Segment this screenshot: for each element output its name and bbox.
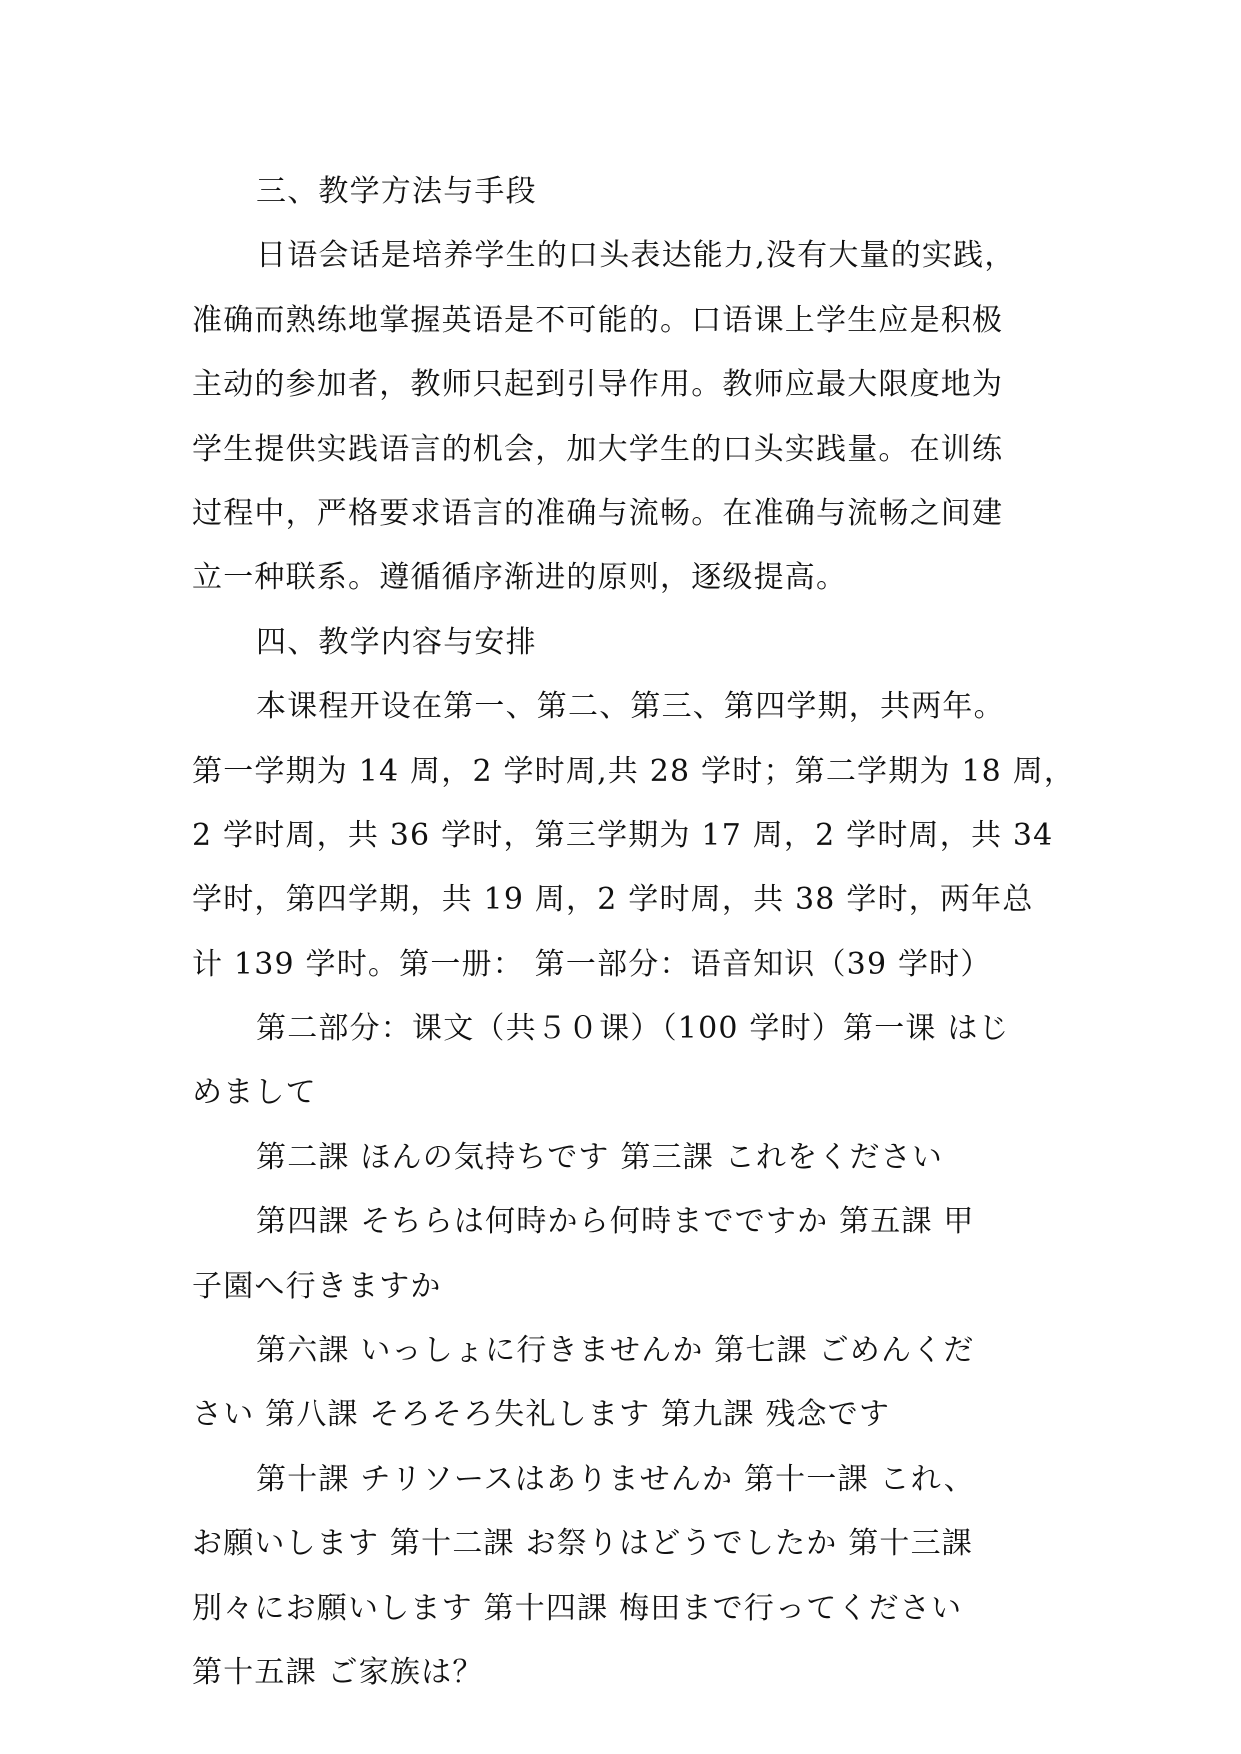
paragraph-line: 日语会话是培养学生的口头表达能力,没有大量的实践， xyxy=(256,238,1016,274)
paragraph-line: 准确而熟练地掌握英语是不可能的。口语课上学生应是积极 xyxy=(192,302,1004,338)
lesson-list-line: 別々にお願いします 第十四課 梅田まで行ってください xyxy=(192,1590,963,1626)
paragraph-line: 过程中，严格要求语言的准确与流畅。在准确与流畅之间建 xyxy=(192,495,1004,531)
paragraph-line: めまして xyxy=(192,1075,317,1111)
lesson-list-line: 第二課 ほんの気持ちです 第三課 これをください xyxy=(256,1139,944,1175)
paragraph-line: 学时，第四学期，共 19 周，2 学时周，共 38 学时，两年总 xyxy=(192,882,1034,918)
paragraph-line: 计 139 学时。第一册： 第一部分：语音知识（39 学时） xyxy=(192,946,992,982)
paragraph-line: 本课程开设在第一、第二、第三、第四学期，共两年。 xyxy=(256,689,1005,725)
lesson-list-line: 子園へ行きますか xyxy=(192,1268,442,1304)
paragraph-line: 第二部分：课文（共５０课）（100 学时）第一课 はじ xyxy=(256,1011,1010,1047)
lesson-list-line: さい 第八課 そろそろ失礼します 第九課 残念です xyxy=(192,1397,891,1433)
paragraph-line: 学生提供实践语言的机会，加大学生的口头实践量。在训练 xyxy=(192,431,1004,467)
lesson-list-line: 第十課 チリソースはありませんか 第十一課 これ、 xyxy=(256,1461,975,1497)
lesson-list-line: 第六課 いっしょに行きませんか 第七課 ごめんくだ xyxy=(256,1333,975,1369)
lesson-list-line: 第四課 そちらは何時から何時までですか 第五課 甲 xyxy=(256,1204,975,1240)
lesson-list-line: 第十五課 ご家族は？ xyxy=(192,1654,484,1690)
document-body xyxy=(192,160,1076,1705)
paragraph-line: 2 学时周，共 36 学时，第三学期为 17 周，2 学时周，共 34 xyxy=(192,817,1054,853)
section-heading-teaching-content: 四、教学内容与安排 xyxy=(256,624,537,660)
paragraph-line: 第一学期为 14 周，2 学时周,共 28 学时；第二学期为 18 周， xyxy=(192,753,1076,789)
paragraph-line: 立一种联系。遵循循序渐进的原则，逐级提高。 xyxy=(192,560,848,596)
paragraph-line: 主动的参加者，教师只起到引导作用。教师应最大限度地为 xyxy=(192,367,1004,403)
section-heading-teaching-methods: 三、教学方法与手段 xyxy=(256,174,537,209)
lesson-list-line: お願いします 第十二課 お祭りはどうでしたか 第十三課 xyxy=(192,1526,974,1562)
